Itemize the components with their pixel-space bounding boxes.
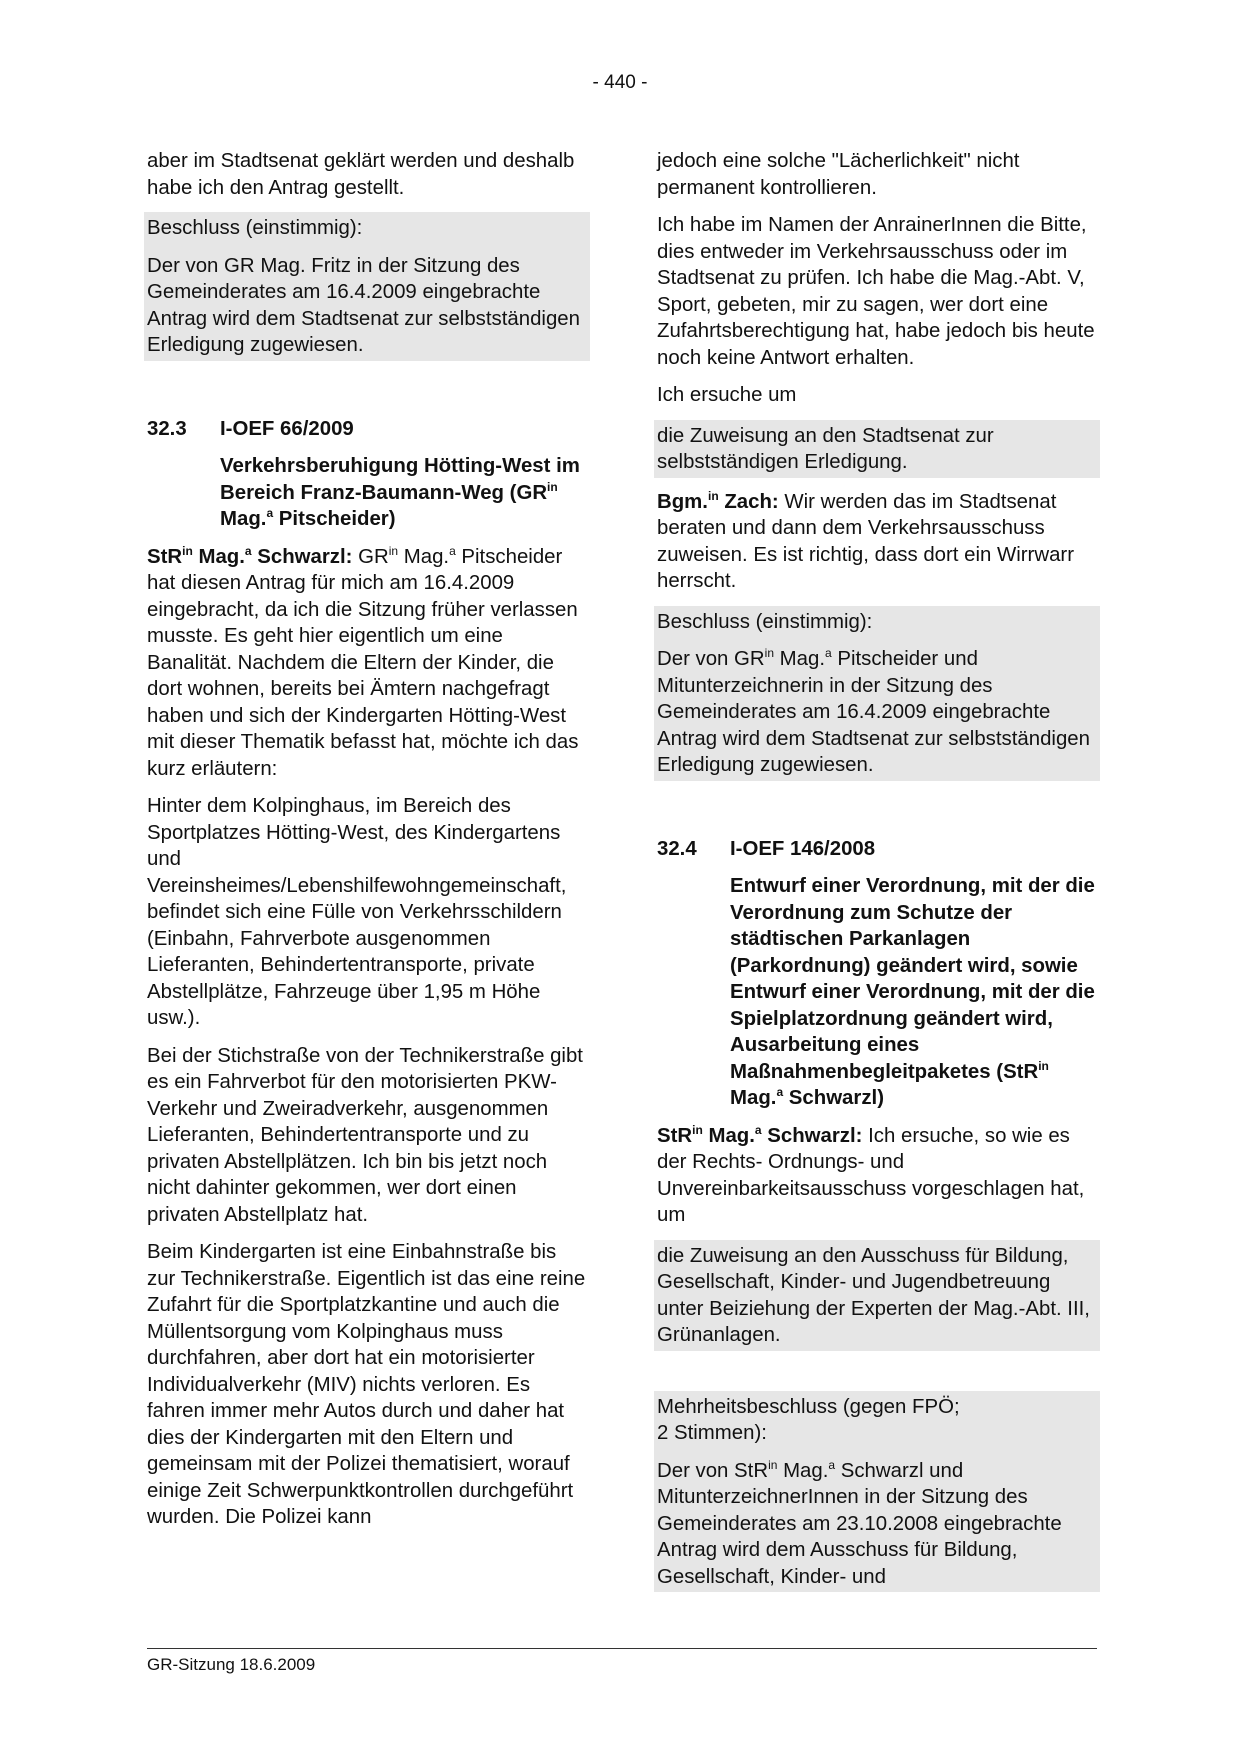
- speech-paragraph: StR$^{in}$ Mag.$^a$ Schwarzl: Ich ersuche, so wie es der Rechts- Ordnungs- und Unvereinbarkeitsausschuss vorgeschlagen hat, um: [657, 1122, 1085, 1226]
- request-text: die Zuweisung an den Stadtsenat zur selbstständigen Erledigung.: [657, 424, 994, 473]
- speech-paragraph: StR$^{in}$ Mag.$^a$ Schwarzl: $GR^{in}$ Mag.$^a$ Pitscheider hat diesen Antrag für mich am 16.4.2009 eingebracht, da ich die Sitzung früher verlassen musste. Es geht hier eigentlich um eine Banalität. Nachdem die Eltern der Kinder, die dort wohnen, bereits bei Ämtern nachgefragt haben und sich der Kindergarten Hötting-West mit dieser Thematik befasst hat, möchte ich das kurz erläutern:: [147, 543, 579, 780]
- section-number: 32.4: [657, 837, 697, 860]
- resolution-box: [654, 606, 1100, 781]
- resolution-box: [144, 212, 590, 361]
- footer-divider: [147, 1648, 1097, 1649]
- section-heading: [147, 416, 587, 443]
- resolution-label: Beschluss (einstimmig):: [147, 217, 363, 239]
- paragraph: Bei der Stichstraße von der Technikerstraße gibt es ein Fahrverbot für den motorisierten PKW-Verkehr und Zweiradverkehr, ausgenommen Lieferanten, Behindertentransporte und zu privaten Abstellplätzen. Ich bin bis jetzt noch nicht dahinter gekommen, wer dort einen privaten Abstellplatz hat.: [147, 1044, 583, 1226]
- section-code: I-OEF 146/2008: [730, 837, 876, 860]
- resolution-text: Der von GR Mag. Fritz in der Sitzung des Gemeinderates am 16.4.2009 eingebrachte Antrag wird dem Stadtsenat zur selbstständigen Erledigung zugewiesen.: [147, 254, 580, 356]
- speaker-name: Bgm.$^{in}$ Zach:: [657, 488, 779, 513]
- paragraph: Ich ersuche um: [657, 384, 797, 406]
- resolution-label: 2 Stimmen):: [657, 1422, 767, 1444]
- section-title: Verkehrsberuhigung Hötting-West im Bereich Franz-Baumann-Weg ($GR^{in}$ Mag.$^a$ Pitscheider): [220, 455, 580, 530]
- section-heading: [657, 836, 1097, 863]
- paragraph: aber im Stadtsenat geklärt werden und deshalb habe ich den Antrag gestellt.: [147, 150, 575, 199]
- resolution-box: [654, 1391, 1100, 1593]
- left-column: [147, 148, 587, 1542]
- request-text: die Zuweisung an den Ausschuss für Bildung, Gesellschaft, Kinder- und Jugendbetreuung unter Beiziehung der Experten der Mag.-Abt. III, Grünanlagen.: [657, 1244, 1090, 1346]
- footer-text: GR-Sitzung 18.6.2009: [147, 1655, 316, 1674]
- section-code: I-OEF 66/2009: [220, 417, 354, 440]
- section-title: Entwurf einer Verordnung, mit der die Verordnung zum Schutze der städtischen Parkanlagen (Parkordnung) geändert wird, sowie Entwurf einer Verordnung, mit der die Spielplatzordnung geändert wird, Ausarbeitung eines Maßnahmenbegleitpaketes (StR$^{in}$ Mag.$^a$ Schwarzl): [730, 875, 1095, 1109]
- resolution-label: Mehrheitsbeschluss (gegen FPÖ;: [657, 1395, 960, 1418]
- paragraph: Ich habe im Namen der AnrainerInnen die Bitte, dies entweder im Verkehrsausschuss oder im Stadtsenat zu prüfen. Ich habe die Mag.-Abt. V, Sport, gebeten, mir zu sagen, wer dort eine Zufahrtsberechtigung hat, habe jedoch bis heute noch keine Antwort erhalten.: [657, 214, 1095, 369]
- section-number: 32.3: [147, 417, 187, 440]
- speaker-name: StR$^{in}$ Mag.$^a$ Schwarzl:: [147, 543, 353, 568]
- request-box: [654, 1240, 1100, 1351]
- request-box: [654, 420, 1100, 478]
- speaker-name: StR$^{in}$ Mag.$^a$ Schwarzl:: [657, 1122, 863, 1147]
- paragraph: Hinter dem Kolpinghaus, im Bereich des Sportplatzes Hötting-West, des Kindergartens und Vereinsheimes/Lebenshilfewohngemeinschaft, befindet sich eine Fülle von Verkehrsschildern (Einbahn, Fahrverbote ausgenommen Lieferanten, Behindertentransporte, private Abstellplätze, Fahrzeuge über 1,95 m Höhe usw.).: [147, 795, 567, 1029]
- paragraph: Beim Kindergarten ist eine Einbahnstraße bis zur Technikerstraße. Eigentlich ist das eine reine Zufahrt für die Sportplatzkantine und auch die Müllentsorgung vom Kolpinghaus muss durchfahren, aber dort hat ein motorisierter Individualverkehr (MIV) nichts verloren. Es fahren immer mehr Autos durch und daher hat dies der Kindergarten mit den Eltern und gemeinsam mit der Polizei thematisiert, worauf einige Zeit Schwerpunktkontrollen durchgeführt wurden. Die Polizei kann: [147, 1241, 586, 1528]
- resolution-text: Der von StR$^{in}$ Mag.$^a$ Schwarzl und MitunterzeichnerInnen in der Sitzung des Gemeinderates am 23.10.2008 eingebrachte Antrag wird dem Ausschuss für Bildung, Gesellschaft, Kinder- und: [657, 1457, 1062, 1588]
- paragraph: jedoch eine solche "Lächerlichkeit" nicht permanent kontrollieren.: [657, 150, 1020, 199]
- right-column: [657, 148, 1097, 1592]
- resolution-text: Der von $GR^{in}$ Mag.$^a$ Pitscheider und Mitunterzeichnerin in der Sitzung des Gemeinderates am 16.4.2009 eingebrachte Antrag wird dem Stadtsenat zur selbstständigen Erledigung zugewiesen.: [657, 646, 1090, 776]
- speech-paragraph: Bgm.$^{in}$ Zach: Wir werden das im Stadtsenat beraten und dann dem Verkehrsausschuss zuweisen. Es ist richtig, dass dort ein Wirrwarr herrscht.: [657, 488, 1074, 592]
- page-number: - 440 -: [592, 72, 648, 93]
- resolution-label: Beschluss (einstimmig):: [657, 610, 873, 633]
